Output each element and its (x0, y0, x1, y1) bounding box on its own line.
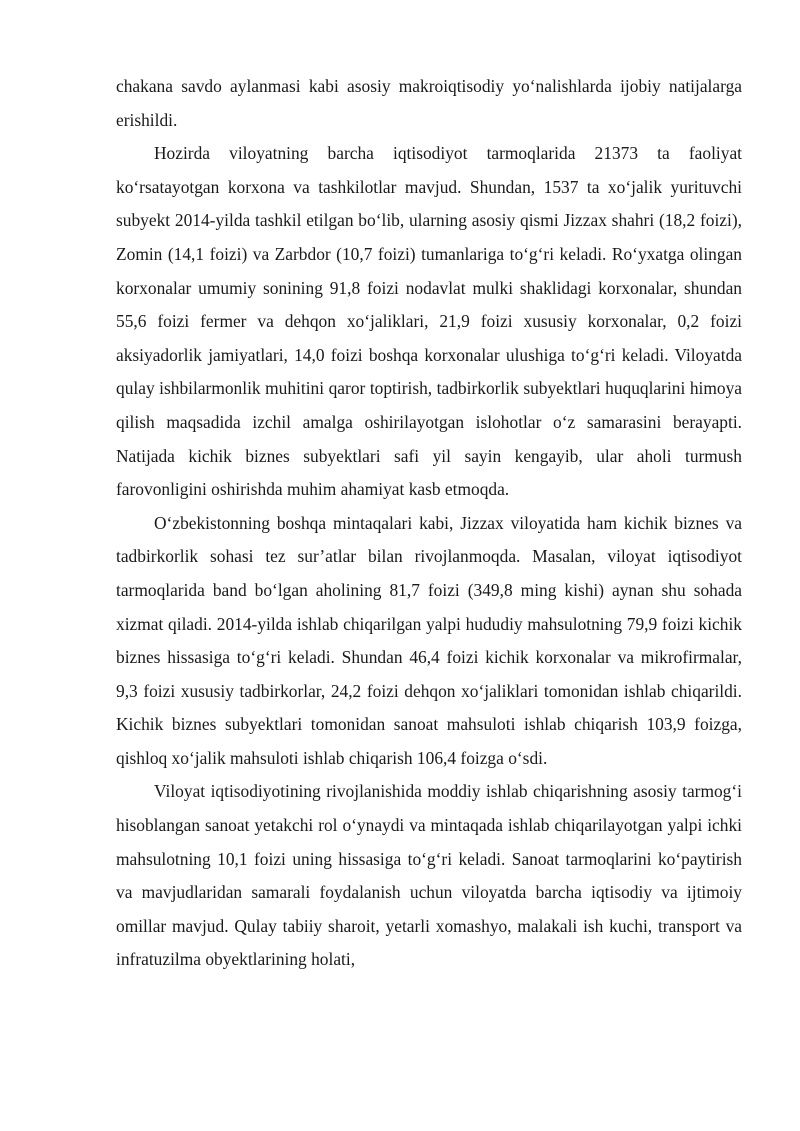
body-text (116, 70, 742, 977)
paragraph-continuation: chakana savdo aylanmasi kabi asosiy makroiqtisodiy yo‘nalishlarda ijobiy natijalarga erishildi. (116, 76, 742, 130)
paragraph-industry: Viloyat iqtisodiyotining rivojlanishida moddiy ishlab chiqarishning asosiy tarmog‘i hisoblangan sanoat yetakchi rol o‘ynaydi va mintaqada ishlab chiqarilayotgan yalpi ichki mahsulotning 10,1 foizi uning hissasiga to‘g‘ri keladi. Sanoat tarmoqlarini ko‘paytirish va mavjudlaridan samarali foydalanish uchun viloyatda barcha iqtisodiy va ijtimoiy omillar mavjud. Qulay tabiiy sharoit, yetarli xomashyo, malakali ish kuchi, transport va infratuzilma obyektlarining holati, (116, 781, 742, 970)
paragraph-small-business: O‘zbekistonning boshqa mintaqalari kabi, Jizzax viloyatida ham kichik biznes va tadbirkorlik sohasi tez sur’atlar bilan rivojlanmoqda. Masalan, viloyat iqtisodiyot tarmoqlarida band bo‘lgan aholining 81,7 foizi (349,8 ming kishi) aynan shu sohada xizmat qiladi. 2014-yilda ishlab chiqarilgan yalpi hududiy mahsulotning 79,9 foizi kichik biznes hissasiga to‘g‘ri keladi. Shundan 46,4 foizi kichik korxonalar va mikrofirmalar, 9,3 foizi xususiy tadbirkorlar, 24,2 foizi dehqon xo‘jaliklari tomonidan ishlab chiqarildi. Kichik biznes subyektlari tomonidan sanoat mahsuloti ishlab chiqarish 103,9 foizga, qishloq xo‘jalik mahsuloti ishlab chiqarish 106,4 foizga o‘sdi. (116, 512, 742, 768)
paragraph-enterprises: Hozirda viloyatning barcha iqtisodiyot tarmoqlarida 21373 ta faoliyat ko‘rsatayotgan korxona va tashkilotlar mavjud. Shundan, 1537 ta xo‘jalik yurituvchi subyekt 2014-yilda tashkil etilgan bo‘lib, ularning asosiy qismi Jizzax shahri (18,2 foizi), Zomin (14,1 foizi) va Zarbdor (10,7 foizi) tumanlariga to‘g‘ri keladi. Ro‘yxatga olingan korxonalar umumiy sonining 91,8 foizi nodavlat mulki shaklidagi korxonalar, shundan 55,6 foizi fermer va dehqon xo‘jaliklari, 21,9 foizi xususiy korxonalar, 0,2 foizi aksiyadorlik jamiyatlari, 14,0 foizi boshqa korxonalar ulushiga to‘g‘ri keladi. Viloyatda qulay ishbilarmonlik muhitini qaror toptirish, tadbirkorlik subyektlari huquqlarini himoya qilish maqsadida izchil amalga oshirilayotgan islohotlar o‘z samarasini berayapti. Natijada kichik biznes subyektlari safi yil sayin kengayib, ular aholi turmush farovonligini oshirishda muhim ahamiyat kasb etmoqda. (116, 143, 742, 500)
